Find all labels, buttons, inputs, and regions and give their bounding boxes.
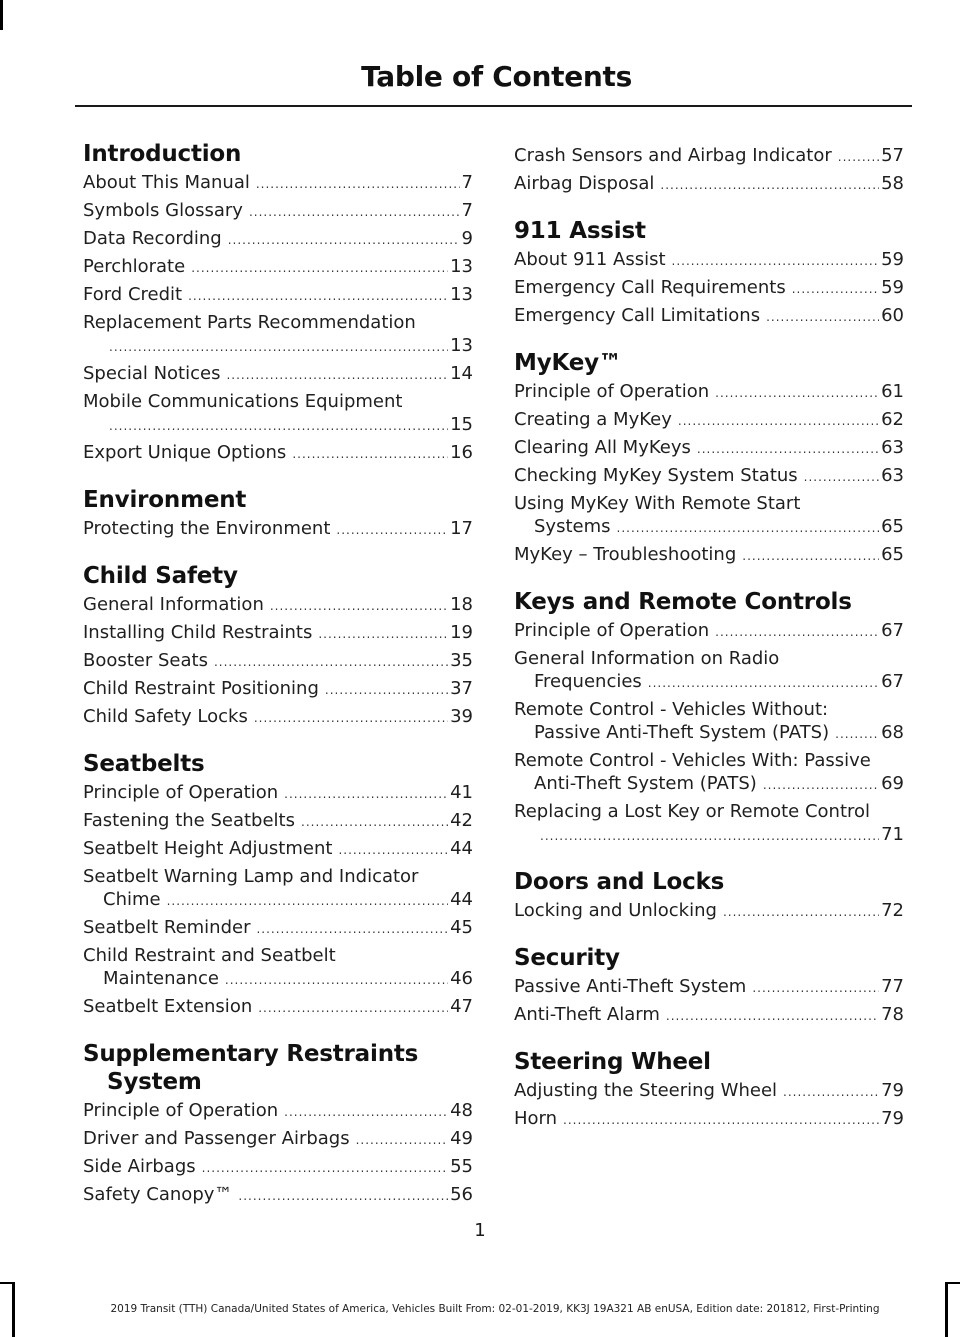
entry-page-number: 60	[881, 305, 904, 326]
leader-dots	[226, 364, 448, 387]
entry-title: Replacement Parts Recommendation	[83, 312, 416, 333]
page-number: 1	[474, 1220, 486, 1241]
entry-title: Seatbelt Height Adjustment	[83, 838, 333, 859]
entry-title: Export Unique Options	[83, 442, 287, 463]
entry-title: Horn	[514, 1108, 558, 1129]
entry-title: Safety Canopy™	[83, 1184, 233, 1205]
toc-entry[interactable]	[83, 781, 473, 806]
entry-page-number: 79	[881, 1108, 904, 1129]
leader-dots	[838, 146, 879, 169]
toc-section	[83, 1040, 473, 1208]
entry-title: Principle of Operation	[514, 620, 710, 641]
entry-page-number: 9	[461, 228, 473, 249]
entry-page-number: 13	[450, 256, 473, 277]
toc-entry[interactable]	[83, 1183, 473, 1208]
toc-column-right	[514, 140, 904, 1152]
entry-page-number: 19	[450, 622, 473, 643]
entry-page-number: 63	[881, 437, 904, 458]
toc-entry[interactable]	[83, 441, 473, 466]
toc-entry[interactable]	[83, 677, 473, 702]
section-heading: 911 Assist	[514, 218, 646, 244]
entry-title: Special Notices	[83, 363, 221, 384]
entry-title: Replacing a Lost Key or Remote Control	[514, 801, 871, 822]
entry-title: Principle of Operation	[83, 782, 279, 803]
entry-title: Creating a MyKey	[514, 409, 672, 430]
entry-page-number: 72	[881, 900, 904, 921]
entry-title: Protecting the Environment	[83, 518, 331, 539]
toc-entry[interactable]	[83, 837, 473, 862]
entry-title: Remote Control - Vehicles Without:	[514, 699, 829, 720]
leader-dots	[109, 415, 448, 438]
toc-entry[interactable]	[514, 380, 904, 405]
toc-entry[interactable]	[514, 749, 904, 797]
entry-page-number: 67	[881, 620, 904, 641]
toc-entry[interactable]	[83, 227, 473, 252]
leader-dots	[835, 723, 879, 746]
toc-section	[83, 140, 473, 466]
toc-entry[interactable]	[514, 975, 904, 1000]
entry-title: MyKey – Troubleshooting	[514, 544, 737, 565]
toc-entry[interactable]	[514, 698, 904, 746]
toc-entry[interactable]	[83, 517, 473, 542]
entry-title: Seatbelt Warning Lamp and Indicator	[83, 866, 419, 887]
leader-dots	[766, 306, 879, 329]
toc-entry[interactable]	[514, 276, 904, 301]
toc-entry[interactable]	[83, 916, 473, 941]
leader-dots	[238, 1185, 448, 1208]
entry-title: Booster Seats	[83, 650, 208, 671]
entry-page-number: 14	[450, 363, 473, 384]
toc-section	[514, 144, 904, 197]
entry-title: Principle of Operation	[514, 381, 710, 402]
entry-title: Frequencies	[534, 671, 642, 692]
entry-page-number: 78	[881, 1004, 904, 1025]
entry-page-number: 47	[450, 996, 473, 1017]
entry-page-number: 35	[450, 650, 473, 671]
entry-page-number: 67	[881, 671, 904, 692]
entry-page-number: 59	[881, 249, 904, 270]
leader-dots	[258, 997, 448, 1020]
toc-entry[interactable]	[83, 865, 473, 913]
entry-title: Using MyKey With Remote Start	[514, 493, 801, 514]
entry-title: Checking MyKey System Status	[514, 465, 798, 486]
leader-dots	[284, 783, 448, 806]
entry-page-number: 15	[450, 414, 473, 435]
entry-title: Child Restraint Positioning	[83, 678, 319, 699]
leader-dots	[678, 410, 879, 433]
toc-entry[interactable]	[83, 1099, 473, 1124]
entry-title: Seatbelt Extension	[83, 996, 253, 1017]
entry-page-number: 39	[450, 706, 473, 727]
entry-title: Anti-Theft Alarm	[514, 1004, 660, 1025]
entry-page-number: 62	[881, 409, 904, 430]
entry-title: Child Safety Locks	[83, 706, 248, 727]
leader-dots	[188, 285, 448, 308]
toc-entry[interactable]	[83, 1127, 473, 1152]
toc-entry[interactable]	[83, 621, 473, 646]
leader-dots	[715, 621, 879, 644]
section-heading: Environment	[83, 487, 247, 513]
entry-page-number: 68	[881, 722, 904, 743]
leader-dots	[292, 443, 448, 466]
entry-page-number: 46	[450, 968, 473, 989]
section-heading: Supplementary Restraints System	[83, 1041, 419, 1095]
section-heading: Child Safety	[83, 563, 238, 589]
entry-title: Symbols Glossary	[83, 200, 243, 221]
section-heading: Seatbelts	[83, 751, 205, 777]
entry-title: Side Airbags	[83, 1156, 196, 1177]
toc-section	[83, 750, 473, 1020]
entry-title: Installing Child Restraints	[83, 622, 313, 643]
leader-dots	[660, 174, 879, 197]
toc-entry[interactable]	[83, 809, 473, 834]
toc-entry[interactable]	[83, 705, 473, 730]
entry-title: Emergency Call Requirements	[514, 277, 786, 298]
leader-dots	[338, 839, 448, 862]
entry-title: About 911 Assist	[514, 249, 666, 270]
toc-entry[interactable]	[514, 492, 904, 540]
leader-dots	[228, 229, 460, 252]
toc-entry[interactable]	[83, 362, 473, 387]
entry-page-number: 37	[450, 678, 473, 699]
toc-entry[interactable]	[83, 649, 473, 674]
leader-dots	[356, 1129, 448, 1152]
crop-mark-bottom-right-h	[945, 1282, 960, 1284]
toc-entry[interactable]	[83, 199, 473, 224]
leader-dots	[318, 623, 448, 646]
entry-title: Child Restraint and Seatbelt	[83, 945, 336, 966]
leader-dots	[254, 707, 448, 730]
leader-dots	[617, 517, 880, 540]
leader-dots	[109, 336, 448, 359]
section-heading: Security	[514, 945, 620, 971]
entry-title: Chime	[103, 889, 161, 910]
entry-title: Data Recording	[83, 228, 222, 249]
entry-title: Anti-Theft System (PATS)	[534, 773, 757, 794]
crop-mark-top-left	[0, 0, 3, 30]
toc-entry[interactable]	[514, 408, 904, 433]
entry-page-number: 16	[450, 442, 473, 463]
entry-title: General Information	[83, 594, 264, 615]
entry-page-number: 58	[881, 173, 904, 194]
toc-entry[interactable]	[83, 311, 473, 359]
section-heading: Doors and Locks	[514, 869, 725, 895]
footer-edition-text: 2019 Transit (TTH) Canada/United States of America, Vehicles Built From: 02-01-2019, KK3J 19A321 AB enUSA, Edition date: 201812, First-Printing	[110, 1303, 880, 1315]
leader-dots	[540, 825, 879, 848]
entry-page-number: 13	[450, 284, 473, 305]
header-rule	[75, 105, 912, 107]
entry-page-number: 42	[450, 810, 473, 831]
leader-dots	[336, 519, 448, 542]
entry-title: Crash Sensors and Airbag Indicator	[514, 145, 832, 166]
entry-page-number: 57	[881, 145, 904, 166]
entry-title: About This Manual	[83, 172, 250, 193]
leader-dots	[325, 679, 448, 702]
toc-section	[514, 349, 904, 568]
entry-title: Maintenance	[103, 968, 219, 989]
leader-dots	[256, 173, 460, 196]
entry-title: Passive Anti-Theft System	[514, 976, 747, 997]
toc-entry[interactable]	[514, 1079, 904, 1104]
toc-entry[interactable]	[514, 800, 904, 848]
leader-dots	[167, 890, 449, 913]
entry-page-number: 7	[461, 172, 473, 193]
toc-section	[514, 1048, 904, 1132]
section-heading: Steering Wheel	[514, 1049, 711, 1075]
entry-title: Systems	[534, 516, 611, 537]
toc-entry[interactable]	[83, 255, 473, 280]
toc-entry[interactable]	[514, 1003, 904, 1028]
crop-mark-bottom-left-h	[0, 1282, 15, 1284]
section-heading: Keys and Remote Controls	[514, 589, 852, 615]
entry-page-number: 59	[881, 277, 904, 298]
entry-page-number: 55	[450, 1156, 473, 1177]
entry-page-number: 44	[450, 889, 473, 910]
entry-title: Mobile Communications Equipment	[83, 391, 403, 412]
toc-section	[514, 588, 904, 848]
toc-entry[interactable]	[514, 464, 904, 489]
leader-dots	[752, 977, 879, 1000]
entry-title: Perchlorate	[83, 256, 186, 277]
leader-dots	[214, 651, 448, 674]
entry-title: Principle of Operation	[83, 1100, 279, 1121]
entry-page-number: 49	[450, 1128, 473, 1149]
entry-page-number: 48	[450, 1100, 473, 1121]
toc-entry[interactable]	[514, 899, 904, 924]
entry-title: Seatbelt Reminder	[83, 917, 251, 938]
leader-dots	[697, 438, 879, 461]
toc-section	[514, 944, 904, 1028]
toc-entry[interactable]	[514, 543, 904, 568]
entry-page-number: 44	[450, 838, 473, 859]
leader-dots	[648, 672, 879, 695]
leader-dots	[792, 278, 879, 301]
toc-entry[interactable]	[83, 593, 473, 618]
toc-entry[interactable]	[83, 944, 473, 992]
entry-title: Airbag Disposal	[514, 173, 655, 194]
toc-entry[interactable]	[83, 390, 473, 438]
leader-dots	[191, 257, 448, 280]
leader-dots	[804, 466, 879, 489]
leader-dots	[742, 545, 879, 568]
entry-page-number: 71	[881, 824, 904, 845]
section-heading: Introduction	[83, 141, 242, 167]
toc-entry[interactable]	[514, 436, 904, 461]
toc-entry[interactable]	[514, 144, 904, 169]
entry-page-number: 41	[450, 782, 473, 803]
toc-entry[interactable]	[83, 1155, 473, 1180]
toc-entry[interactable]	[83, 171, 473, 196]
entry-title: Driver and Passenger Airbags	[83, 1128, 350, 1149]
entry-title: Clearing All MyKeys	[514, 437, 691, 458]
toc-section	[83, 486, 473, 542]
leader-dots	[249, 201, 460, 224]
leader-dots	[284, 1101, 448, 1124]
entry-title: Adjusting the Steering Wheel	[514, 1080, 778, 1101]
toc-entry[interactable]	[83, 995, 473, 1020]
toc-section	[514, 868, 904, 924]
entry-page-number: 18	[450, 594, 473, 615]
entry-page-number: 45	[450, 917, 473, 938]
leader-dots	[202, 1157, 448, 1180]
entry-page-number: 7	[461, 200, 473, 221]
entry-title: Passive Anti-Theft System (PATS)	[534, 722, 830, 743]
page-title: Table of Contents	[361, 60, 632, 93]
entry-page-number: 77	[881, 976, 904, 997]
leader-dots	[256, 918, 448, 941]
entry-page-number: 17	[450, 518, 473, 539]
entry-title: Fastening the Seatbelts	[83, 810, 295, 831]
entry-page-number: 63	[881, 465, 904, 486]
toc-entry[interactable]	[514, 304, 904, 329]
toc-entry[interactable]	[514, 248, 904, 273]
entry-page-number: 61	[881, 381, 904, 402]
toc-section	[514, 217, 904, 329]
toc-entry[interactable]	[83, 283, 473, 308]
leader-dots	[225, 969, 448, 992]
entry-page-number: 65	[881, 544, 904, 565]
entry-title: General Information on Radio	[514, 648, 780, 669]
entry-title: Ford Credit	[83, 284, 183, 305]
section-heading: MyKey™	[514, 350, 622, 376]
toc-entry[interactable]	[514, 647, 904, 695]
entry-page-number: 69	[881, 773, 904, 794]
leader-dots	[723, 901, 879, 924]
leader-dots	[672, 250, 880, 273]
toc-entry[interactable]	[514, 172, 904, 197]
entry-page-number: 79	[881, 1080, 904, 1101]
leader-dots	[666, 1005, 879, 1028]
entry-page-number: 13	[450, 335, 473, 356]
leader-dots	[783, 1081, 879, 1104]
leader-dots	[563, 1109, 879, 1132]
toc-column-left	[83, 140, 473, 1228]
leader-dots	[270, 595, 448, 618]
leader-dots	[301, 811, 448, 834]
entry-title: Remote Control - Vehicles With: Passive	[514, 750, 871, 771]
entry-page-number: 56	[450, 1184, 473, 1205]
toc-entry[interactable]	[514, 1107, 904, 1132]
toc-section	[83, 562, 473, 730]
leader-dots	[763, 774, 879, 797]
toc-entry[interactable]	[514, 619, 904, 644]
entry-page-number: 65	[881, 516, 904, 537]
entry-title: Emergency Call Limitations	[514, 305, 761, 326]
entry-title: Locking and Unlocking	[514, 900, 717, 921]
leader-dots	[715, 382, 879, 405]
